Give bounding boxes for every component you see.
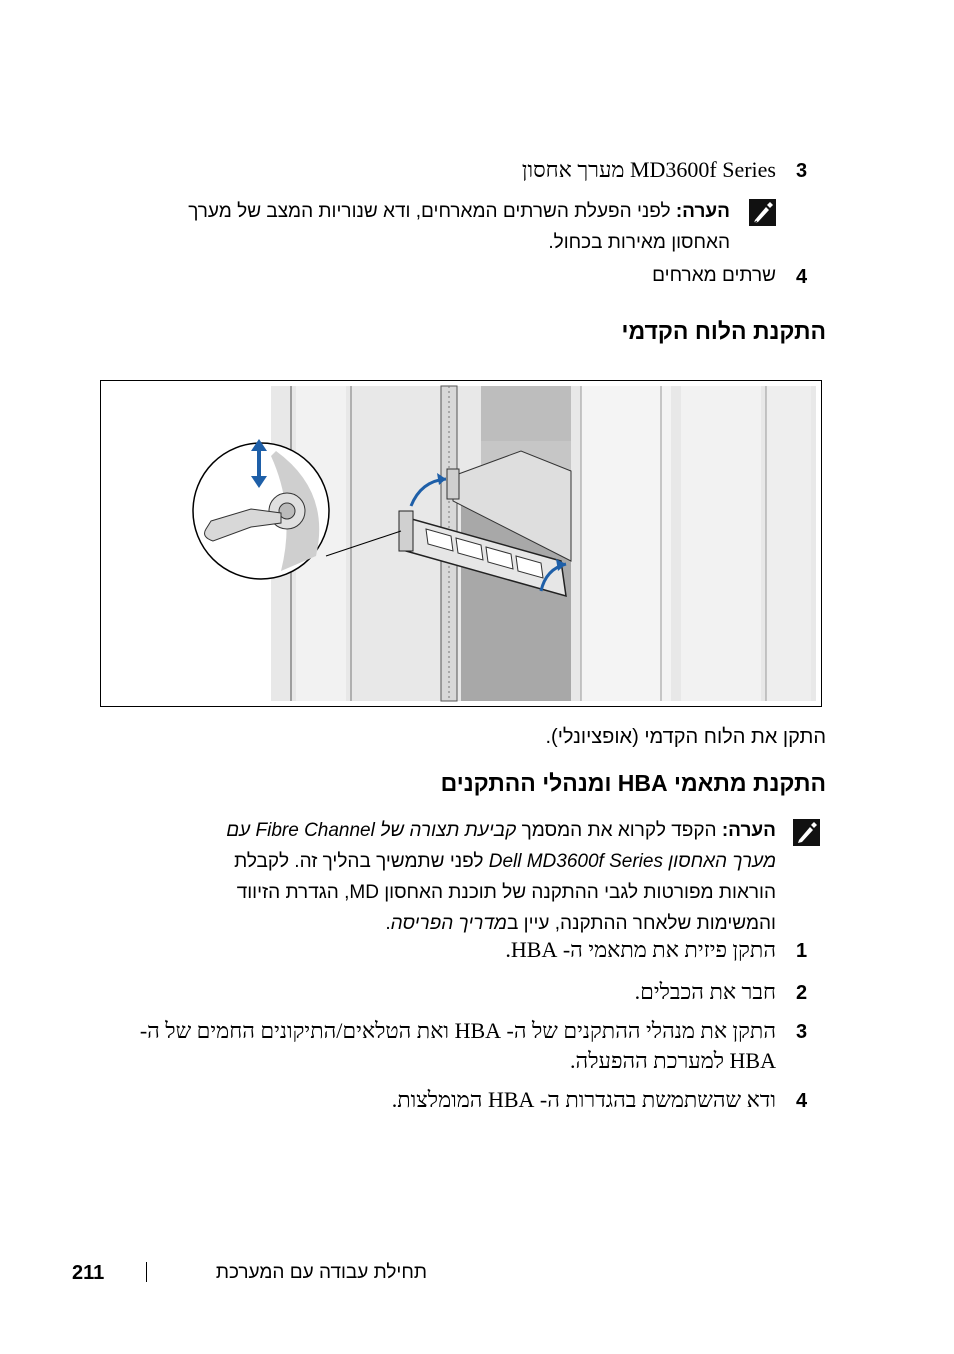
step-number: 1 [796,940,808,962]
note-icon [793,819,820,846]
step-number: 3 [796,1021,808,1043]
step-text: MD3600f Series מערך אחסון [521,157,776,182]
step-number: 4 [796,266,808,288]
note-icon [749,199,776,226]
note-label: הערה: [721,820,776,841]
step-text: ודא שהשתמשת בהגדרות ה- HBA המומלצות. [391,1087,776,1112]
footer-title: תחילת עבודה עם המערכת [215,1262,427,1283]
note-text: הערה: הקפד לקרוא את המסמך קביעת תצורה של Fibre Channel עם מערך האחסון Dell MD3600f Series לפני שתמשיך בהליך זה. לקבלת הוראות מפורטות לגבי ההתקנה של תוכנת האחסון MD, הגדרת הזיווד והמשימות שלאחר ההתקנה, עיין במדריך הפריסה. [226,820,776,934]
note-label: הערה: [675,201,730,222]
section-heading: התקנת מתאמי HBA ומנהלי ההתקנים [440,770,826,796]
note-text: הערה: לפני הפעלת השרתים המארחים, ודא שנוריות המצב של מערך האחסון מאירות בכחול. [188,201,730,253]
figure-caption: התקן את הלוח הקדמי (אופציונלי). [545,726,826,748]
step-text: חבר את הכבלים. [634,979,776,1004]
page-number: 211 [72,1262,105,1284]
step-text: התקן את מנהלי ההתקנים של ה- HBA ואת הטלאים/התיקונים החמים של ה- HBA למערכת ההפעלה. [139,1018,776,1073]
step-number: 4 [796,1090,808,1112]
step-number: 3 [796,160,808,182]
bezel-installation-figure [100,380,822,707]
step-text: שרתים מארחים [652,265,776,286]
footer-divider [146,1262,147,1282]
section-heading: התקנת הלוח הקדמי [621,318,826,344]
step-number: 2 [796,982,808,1004]
step-text: התקן פיזית את מתאמי ה- HBA. [505,937,776,962]
